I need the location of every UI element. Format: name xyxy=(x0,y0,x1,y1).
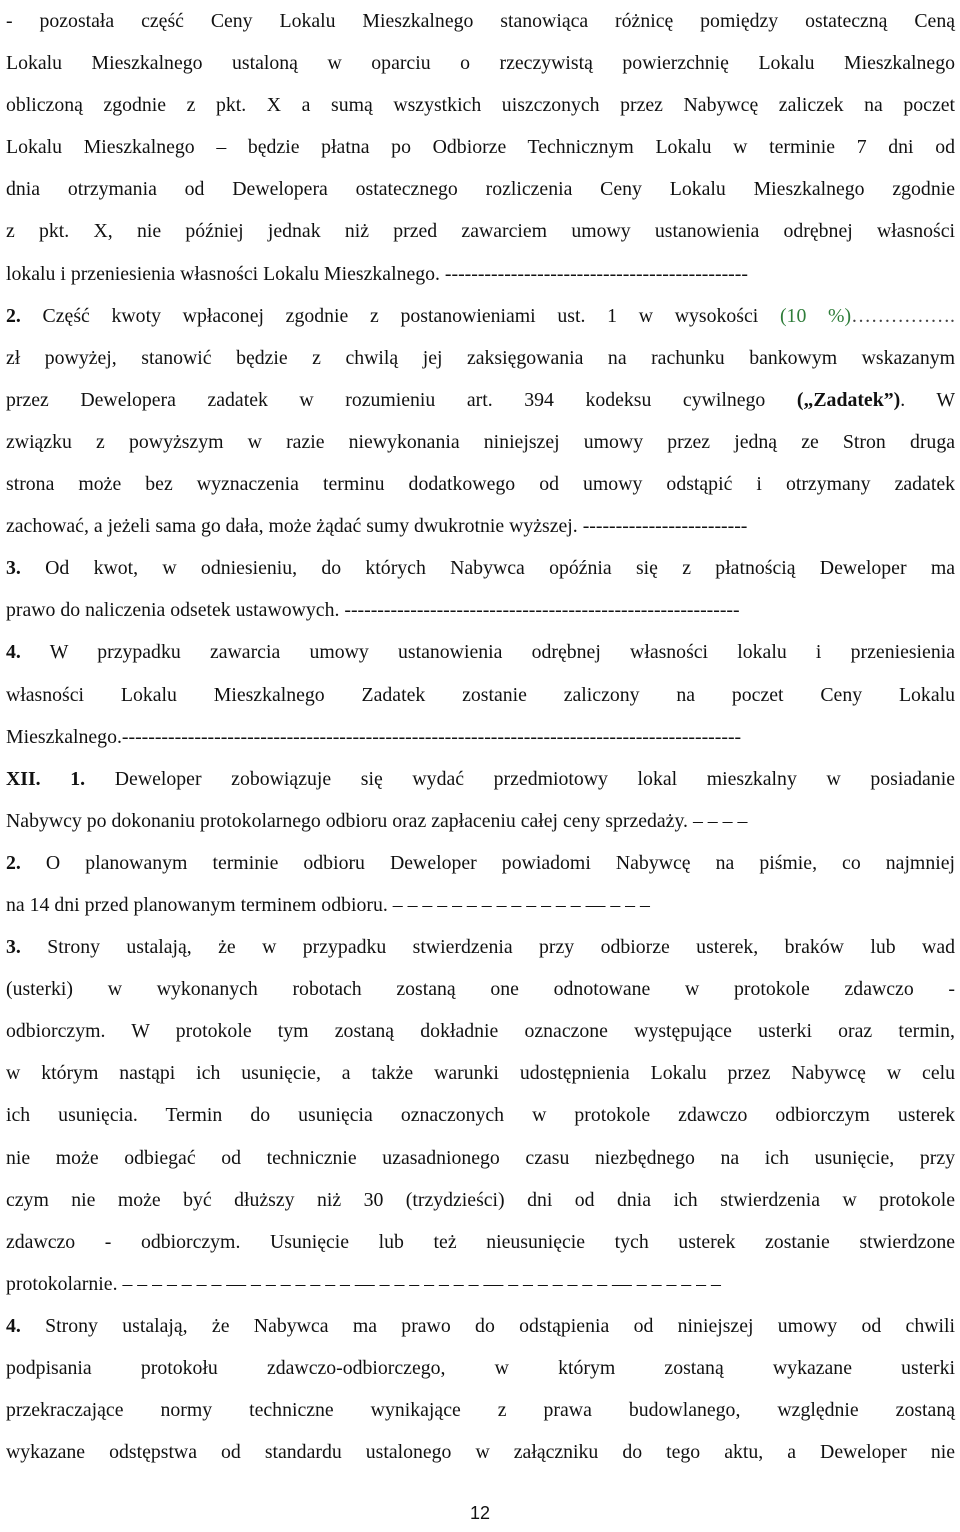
text-line xyxy=(6,1263,955,1305)
text-run: zł powyżej, stanowić będzie z chwilą jej zaksięgowania na rachunku bankowym wskazanym xyxy=(6,346,955,369)
text-line xyxy=(6,1179,955,1221)
text-run: odbiorczym. W protokole tym zostaną dokładnie oznaczone występujące usterki oraz termin, xyxy=(6,1020,955,1043)
text-run: przez Dewelopera zadatek w rozumieniu art. 394 kodeksu cywilnego xyxy=(6,388,797,411)
text-run: z pkt. X, nie później jednak niż przed zawarciem umowy ustanowienia odrębnej własności xyxy=(6,220,955,243)
text-line xyxy=(6,1010,955,1052)
text-run: Strony ustalają, że w przypadku stwierdzenia przy odbiorze usterek, braków lub wad xyxy=(20,936,955,959)
text-line xyxy=(6,463,955,505)
text-run: na 14 dni przed planowanym terminem odbioru. – – – – – – – – – – – – – — – – – xyxy=(6,893,650,916)
text-run: Część kwoty wpłaconej zgodnie z postanowieniami ust. 1 w wysokości xyxy=(20,304,780,327)
text-line xyxy=(6,1305,955,1347)
text-run: obliczoną zgodnie z pkt. X a sumą wszystkich uiszczonych przez Nabywcę zaliczek na poczet xyxy=(6,94,955,117)
text-line xyxy=(6,1221,955,1263)
bold-text: 4. xyxy=(6,641,21,664)
bold-text: 3. xyxy=(6,557,21,580)
text-run: przekraczające normy techniczne wynikające z prawa budowlanego, względnie zostaną xyxy=(6,1399,955,1422)
text-line xyxy=(6,1094,955,1136)
text-run: prawo do naliczenia odsetek ustawowych. ------------------------------------------------------------ xyxy=(6,599,740,622)
text-run: ich usunięcia. Termin do usunięcia oznaczonych w protokole zdawczo odbiorczym usterek xyxy=(6,1104,955,1127)
text-line xyxy=(6,295,955,337)
text-run: podpisania protokołu zdawczo-odbiorczego, w którym zostaną wykazane usterki xyxy=(6,1357,955,1379)
bold-text: 4. xyxy=(6,1314,21,1337)
text-run: Nabywcy po dokonaniu protokolarnego odbioru oraz zapłaceniu całej ceny sprzedaży. – – – – xyxy=(6,809,748,832)
text-line xyxy=(6,674,955,716)
text-line xyxy=(6,1431,955,1473)
text-line xyxy=(6,505,955,547)
text-run: Lokalu Mieszkalnego ustaloną w oparciu o rzeczywistą powierzchnię Lokalu Mieszkalnego xyxy=(6,52,955,75)
text-run: Strony ustalają, że Nabywca ma prawo do odstąpienia od niniejszej umowy od chwili xyxy=(20,1314,955,1337)
text-run: lokalu i przeniesienia własności Lokalu Mieszkalnego. ---------------------------------------------- xyxy=(6,262,748,285)
text-line xyxy=(6,716,955,758)
text-run: W przypadku zawarcia umowy ustanowienia odrębnej własności lokalu i przeniesienia xyxy=(20,641,955,664)
bold-text: 2. xyxy=(6,304,21,327)
text-line xyxy=(6,1052,955,1094)
text-line xyxy=(6,126,955,168)
text-line xyxy=(6,253,955,295)
text-line xyxy=(6,1137,955,1179)
bold-text: 2. xyxy=(6,851,21,874)
text-line xyxy=(6,84,955,126)
text-line xyxy=(6,968,955,1010)
bold-text: 3. xyxy=(6,936,21,959)
text-line xyxy=(6,0,955,42)
text-line xyxy=(6,168,955,210)
text-line xyxy=(6,421,955,463)
bold-text: 1. xyxy=(70,767,86,790)
text-run: zdawczo - odbiorczym. Usunięcie lub też nieusunięcie tych usterek zostanie stwierdzone xyxy=(6,1230,955,1253)
text-run: (usterki) w wykonanych robotach zostaną one odnotowane w protokole zdawczo - xyxy=(6,978,955,1001)
text-line xyxy=(6,1389,955,1431)
text-run: Od kwot, w odniesieniu, do których Nabywca opóźnia się z płatnością Deweloper ma xyxy=(20,557,955,580)
text-line xyxy=(6,758,955,800)
text-run: O planowanym terminie odbioru Deweloper powiadomi Nabywcę na piśmie, co najmniej xyxy=(20,851,955,874)
bold-text: („Zadatek”) xyxy=(796,388,901,411)
text-line xyxy=(6,547,955,589)
text-run: czym nie może być dłuższy niż 30 (trzydzieści) dni od dnia ich stwierdzenia w protokole xyxy=(6,1188,955,1211)
text-run xyxy=(41,768,71,790)
text-run: strona może bez wyznaczenia terminu dodatkowego od umowy odstąpić i otrzymany zadatek xyxy=(6,473,955,496)
text-run: Deweloper zobowiązuje się wydać przedmiotowy lokal mieszkalny w posiadanie xyxy=(85,767,955,790)
text-run: (10 %) xyxy=(779,304,852,327)
text-line xyxy=(6,800,955,842)
page-number: 12 xyxy=(469,1503,491,1523)
text-run: w którym nastąpi ich usunięcie, a także warunki udostępnienia Lokalu przez Nabywcę w celu xyxy=(6,1062,955,1085)
document-body xyxy=(6,0,955,1473)
text-run: ……………. xyxy=(851,304,955,327)
text-run: Lokalu Mieszkalnego – będzie płatna po Odbiorze Technicznym Lokalu w terminie 7 dni od xyxy=(6,136,955,159)
text-line xyxy=(6,42,955,84)
text-run: Mieszkalnego.---------------------------------------------------------------------------------------------- xyxy=(6,725,742,748)
text-line xyxy=(6,1347,955,1389)
text-run: protokolarnie. – – – – – – – — – – – – – – – — – – – – – – – — – – – – – – – — – – – – – – xyxy=(6,1272,721,1295)
text-line xyxy=(6,210,955,252)
text-run: własności Lokalu Mieszkalnego Zadatek zostanie zaliczony na poczet Ceny Lokalu xyxy=(6,683,955,706)
text-line xyxy=(6,631,955,673)
text-line xyxy=(6,926,955,968)
text-line xyxy=(6,337,955,379)
text-run: nie może odbiegać od technicznie uzasadnionego czasu niezbędnego na ich usunięcie, przy xyxy=(6,1146,955,1169)
text-line xyxy=(6,884,955,926)
text-run: wykazane odstępstwa od standardu ustalonego w załączniku do tego aktu, a Deweloper nie xyxy=(6,1441,955,1464)
text-run: - pozostała część Ceny Lokalu Mieszkalnego stanowiąca różnicę pomiędzy ostateczną Ceną xyxy=(6,10,955,32)
text-line xyxy=(6,589,955,631)
bold-text: XII. xyxy=(6,767,41,790)
text-run: dnia otrzymania od Dewelopera ostatecznego rozliczenia Ceny Lokalu Mieszkalnego zgodnie xyxy=(6,178,955,201)
text-run: zachować, a jeżeli sama go dała, może żądać sumy dwukrotnie wyższej. ------------------------- xyxy=(6,515,748,538)
text-run: związku z powyższym w razie niewykonania niniejszej umowy przez jedną ze Stron druga xyxy=(6,430,955,453)
text-run: . W xyxy=(900,388,955,411)
text-line xyxy=(6,379,955,421)
text-line xyxy=(6,842,955,884)
